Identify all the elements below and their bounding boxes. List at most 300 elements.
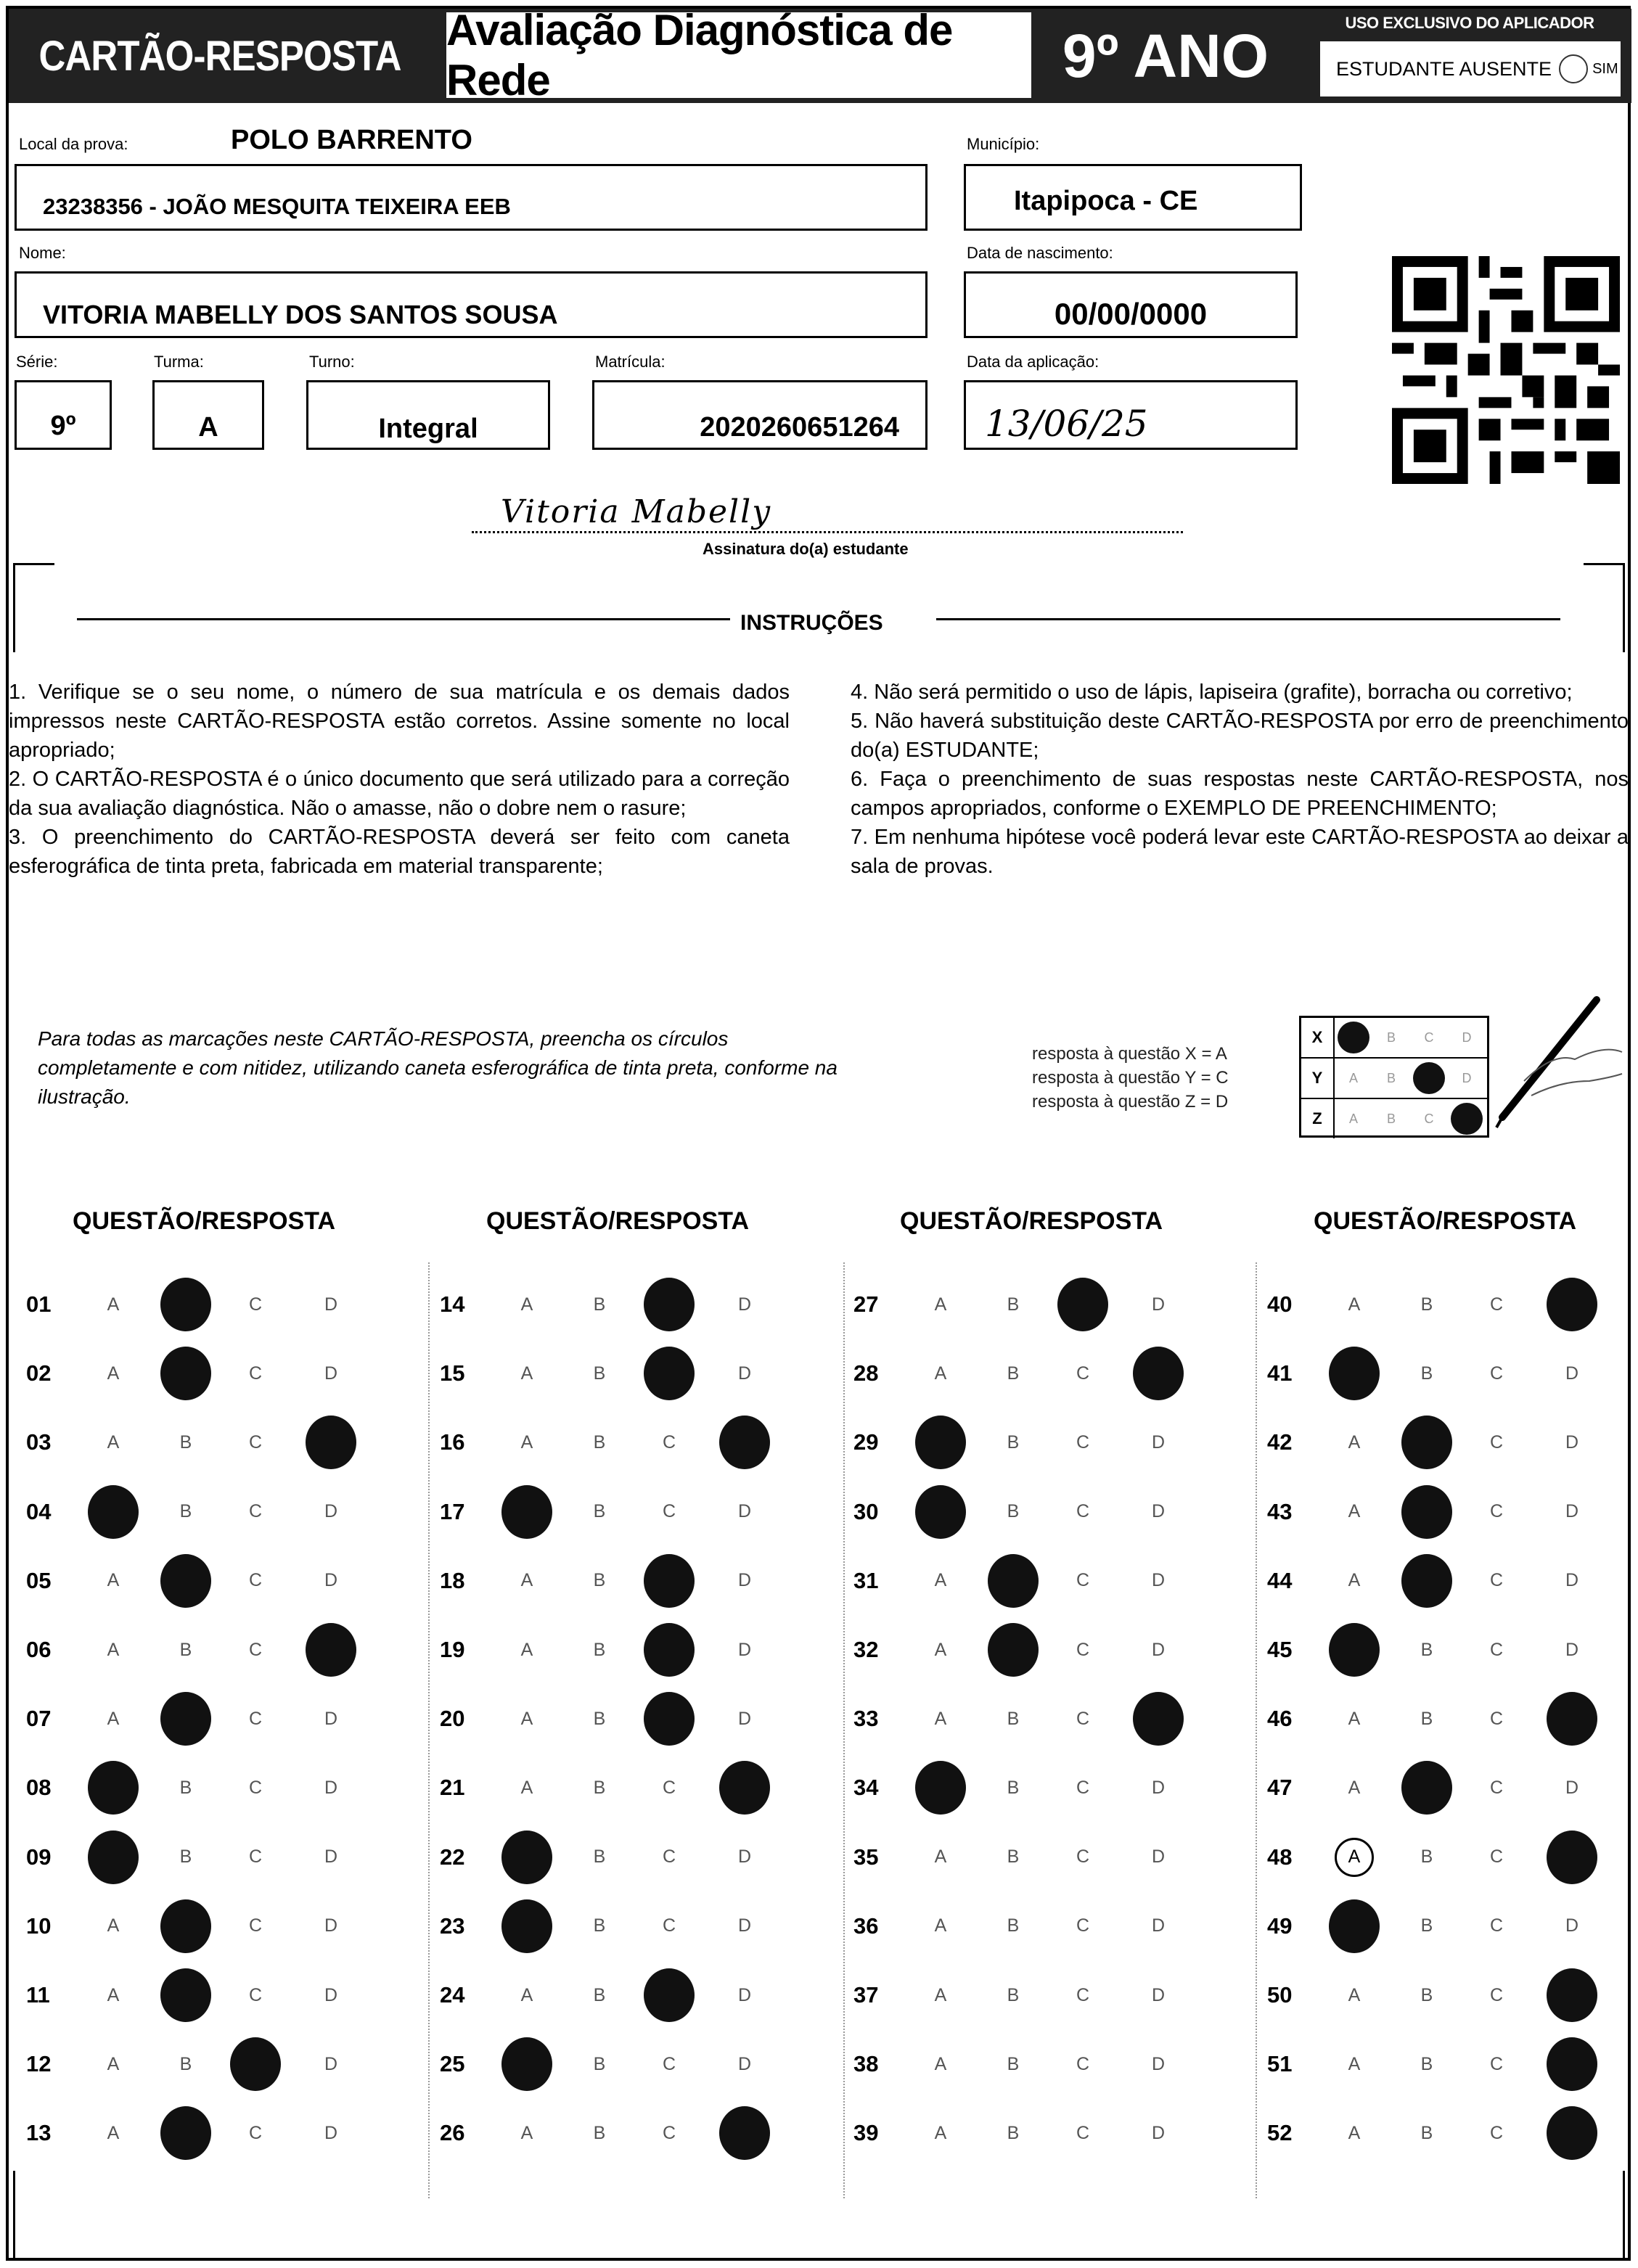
nome-label: Nome:	[19, 244, 66, 262]
question-number: 48	[1267, 1844, 1293, 1870]
answer-bubble[interactable]: A	[934, 1984, 947, 2005]
answer-bubble[interactable]: D	[324, 2053, 338, 2074]
answer-bubble[interactable]: A	[1348, 1431, 1361, 1453]
answer-bubble[interactable]: C	[248, 1846, 263, 1868]
answer-bubble[interactable]: C	[1489, 1363, 1504, 1384]
answer-bubble[interactable]: A	[520, 1294, 533, 1315]
answer-bubble-filled[interactable]	[88, 1831, 139, 1884]
answer-bubble-filled[interactable]	[644, 1692, 695, 1746]
answer-bubble-filled[interactable]	[1329, 1899, 1380, 1953]
answer-bubble[interactable]: C	[662, 1915, 676, 1936]
answer-bubble-filled[interactable]	[1057, 1278, 1108, 1331]
answer-bubble[interactable]: D	[324, 1915, 338, 1936]
answer-bubble[interactable]: C	[1076, 1984, 1090, 2005]
answer-bubble[interactable]: A	[934, 2122, 947, 2143]
question-number: 40	[1267, 1291, 1293, 1317]
instruction-2: 2. O CARTÃO-RESPOSTA é o único documento que será utilizado para a correção da sua avaliação diagnóstica. Não o amasse, não o dobre nem o rasure;	[9, 768, 790, 820]
answer-bubble-filled[interactable]	[644, 1347, 695, 1400]
aplicacao-label: Data da aplicação:	[967, 353, 1099, 371]
answer-bubble-filled[interactable]	[644, 1554, 695, 1608]
question-number: 19	[440, 1637, 465, 1662]
absent-checkbox[interactable]	[1559, 54, 1588, 83]
answer-bubble-filled[interactable]	[306, 1416, 356, 1469]
question-number: 05	[26, 1567, 52, 1593]
answer-bubble[interactable]: D	[1151, 1294, 1166, 1315]
answer-bubble[interactable]: B	[1420, 1639, 1433, 1660]
question-number: 07	[26, 1706, 52, 1732]
example-bubble: B	[1386, 1070, 1396, 1085]
question-number: 10	[26, 1912, 52, 1939]
answer-bubble-filled[interactable]	[1329, 1347, 1380, 1400]
legend-y: resposta à questão Y = C	[1032, 1068, 1229, 1088]
answer-bubble[interactable]: B	[179, 1846, 192, 1868]
answer-bubble[interactable]: A	[520, 1777, 533, 1798]
answer-bubble[interactable]: C	[248, 1570, 263, 1591]
answer-bubble[interactable]: B	[593, 1777, 606, 1798]
exam-name: Avaliação Diagnóstica de Rede	[444, 10, 1033, 100]
answer-bubble-filled[interactable]	[501, 2037, 552, 2091]
instruction-4: 4. Não será permitido o uso de lápis, lapiseira (grafite), borracha ou corretivo;	[851, 681, 1573, 704]
answer-bubble[interactable]: A	[934, 2053, 947, 2074]
answer-bubble[interactable]: C	[248, 2122, 263, 2143]
answer-bubble[interactable]: D	[1151, 2122, 1166, 2143]
answer-bubble-filled[interactable]	[501, 1831, 552, 1884]
question-number: 34	[853, 1775, 879, 1801]
answer-bubble[interactable]: D	[324, 1708, 338, 1729]
column-header: QUESTÃO/RESPOSTA	[73, 1207, 336, 1235]
example-bubble: A	[1348, 1111, 1358, 1126]
answer-bubble[interactable]: D	[1151, 2053, 1166, 2074]
answer-bubble[interactable]: D	[737, 1846, 752, 1868]
answer-bubble[interactable]: B	[593, 1708, 606, 1729]
answer-bubble-filled[interactable]	[160, 2106, 211, 2160]
answer-bubble-filled[interactable]	[501, 1485, 552, 1539]
corner-top-left	[13, 563, 54, 652]
answer-bubble[interactable]: C	[1489, 2053, 1504, 2074]
answer-bubble-filled[interactable]	[1547, 1692, 1597, 1746]
example-filled-mark	[1338, 1022, 1369, 1053]
answer-bubble[interactable]: D	[1565, 1639, 1579, 1660]
answer-bubble[interactable]: C	[1076, 2053, 1090, 2074]
answer-bubble-filled[interactable]	[1547, 2037, 1597, 2091]
answer-bubble[interactable]: B	[593, 1431, 606, 1453]
turno-value: Integral	[378, 414, 478, 444]
answer-bubble[interactable]: A	[520, 2122, 533, 2143]
question-number: 38	[853, 2051, 879, 2077]
answer-bubble[interactable]: A	[520, 1431, 533, 1453]
question-number: 28	[853, 1360, 879, 1386]
answer-bubble[interactable]: A	[934, 1363, 947, 1384]
legend-z: resposta à questão Z = D	[1032, 1092, 1229, 1112]
answer-bubble[interactable]: A	[520, 1639, 533, 1660]
answer-bubble[interactable]: D	[1565, 1777, 1579, 1798]
answer-bubble[interactable]: C	[1076, 1777, 1090, 1798]
answer-bubble[interactable]: D	[737, 1915, 752, 1936]
column-divider-1	[428, 1262, 430, 2198]
corner-bottom-left	[13, 2171, 54, 2260]
answer-bubble[interactable]: C	[1076, 1363, 1090, 1384]
question-number: 13	[26, 2120, 52, 2146]
answer-bubble-filled[interactable]	[1329, 1623, 1380, 1677]
answer-bubble[interactable]: A	[520, 1708, 533, 1729]
answer-bubble[interactable]: C	[1076, 2122, 1090, 2143]
question-number: 44	[1267, 1567, 1293, 1593]
answer-bubble[interactable]: A	[107, 1431, 120, 1453]
answer-bubble[interactable]: A	[934, 1846, 947, 1868]
answer-bubble[interactable]: B	[179, 1501, 192, 1522]
column-header: QUESTÃO/RESPOSTA	[486, 1207, 750, 1235]
answer-bubble[interactable]: C	[248, 1915, 263, 1936]
answer-bubble[interactable]: A	[1348, 1501, 1361, 1522]
answer-bubble[interactable]: C	[1076, 1570, 1090, 1591]
answer-bubble[interactable]: B	[1420, 1363, 1433, 1384]
answer-bubble[interactable]: A	[107, 1984, 120, 2005]
answer-bubble[interactable]: D	[1151, 1639, 1166, 1660]
local-value: POLO BARRENTO	[231, 125, 472, 155]
instructions-right	[851, 678, 1629, 881]
answer-bubble-filled[interactable]	[230, 2037, 281, 2091]
answer-bubble[interactable]: D	[1151, 1570, 1166, 1591]
question-number: 35	[853, 1844, 879, 1870]
answer-bubble-filled[interactable]	[160, 1347, 211, 1400]
answer-bubble[interactable]: A	[934, 1294, 947, 1315]
answer-bubble[interactable]: D	[324, 1846, 338, 1868]
school-value: 23238356 - JOÃO MESQUITA TEIXEIRA EEB	[43, 194, 511, 219]
answer-bubble-filled[interactable]	[644, 1968, 695, 2022]
answer-bubble[interactable]: B	[1007, 1431, 1020, 1453]
answer-bubble[interactable]: D	[1151, 1984, 1166, 2005]
absent-box	[1318, 39, 1623, 99]
instructions-title: INSTRUÇÕES	[740, 611, 883, 635]
question-number: 51	[1267, 2051, 1293, 2077]
question-number: 42	[1267, 1429, 1293, 1455]
answer-bubble[interactable]: D	[1151, 1915, 1166, 1936]
answer-bubble[interactable]: A	[107, 1708, 120, 1729]
answer-bubble[interactable]: C	[248, 1501, 263, 1522]
question-number: 20	[440, 1706, 465, 1732]
answer-bubble[interactable]: B	[593, 1501, 606, 1522]
answer-bubble[interactable]: D	[737, 1570, 752, 1591]
answer-bubble[interactable]: C	[1489, 1431, 1504, 1453]
answer-bubble[interactable]: D	[324, 2122, 338, 2143]
answer-bubble[interactable]: A	[107, 1570, 120, 1591]
question-number: 36	[853, 1912, 879, 1939]
answer-bubble[interactable]: B	[593, 1915, 606, 1936]
answer-bubble-filled[interactable]	[915, 1761, 966, 1815]
answer-bubble-filled[interactable]	[988, 1554, 1039, 1608]
answer-bubble[interactable]: A	[934, 1570, 947, 1591]
answer-bubble[interactable]: B	[593, 2122, 606, 2143]
answer-bubble[interactable]: C	[248, 1294, 263, 1315]
absent-yes-label: SIM	[1592, 60, 1618, 77]
question-number: 47	[1267, 1775, 1293, 1801]
question-number: 50	[1267, 1982, 1293, 2008]
signature: Vitoria Mabelly	[501, 493, 772, 530]
example-bubble	[1335, 1018, 1372, 1057]
answer-bubble[interactable]: C	[1489, 1294, 1504, 1315]
answer-bubble[interactable]: A	[1348, 2053, 1361, 2074]
answer-bubble-filled[interactable]	[719, 1416, 770, 1469]
answer-bubble[interactable]: A	[107, 1915, 120, 1936]
answer-bubble[interactable]: C	[1489, 1984, 1504, 2005]
answer-bubble[interactable]: D	[737, 1708, 752, 1729]
nome-value: VITORIA MABELLY DOS SANTOS SOUSA	[43, 300, 558, 329]
answer-bubble[interactable]: B	[593, 1294, 606, 1315]
question-number: 46	[1267, 1706, 1293, 1732]
answer-bubble-filled[interactable]	[160, 1692, 211, 1746]
answer-bubble[interactable]: A	[1348, 2122, 1361, 2143]
answer-bubble[interactable]: B	[1420, 1915, 1433, 1936]
applicator-only-label: USO EXCLUSIVO DO APLICADOR	[1345, 14, 1594, 32]
answer-bubble[interactable]: D	[737, 1501, 752, 1522]
example-row-label: Y	[1301, 1059, 1335, 1098]
answer-bubble[interactable]: D	[324, 1777, 338, 1798]
illustration-text: Para todas as marcações neste CARTÃO-RESPOSTA, preencha os círculos completamente e com nitidez, utilizando caneta esferográfica de tinta preta, conforme na ilustração.	[38, 1027, 838, 1108]
answer-bubble[interactable]: C	[662, 1777, 676, 1798]
answer-bubble[interactable]: D	[324, 1363, 338, 1384]
question-number: 14	[440, 1291, 465, 1317]
column-divider-3	[1256, 1262, 1257, 2198]
answer-bubble[interactable]: C	[1489, 1570, 1504, 1591]
answer-bubble[interactable]: A	[1348, 1708, 1361, 1729]
answer-bubble[interactable]: C	[1489, 1777, 1504, 1798]
question-number: 16	[440, 1429, 465, 1455]
answer-bubble-filled[interactable]	[915, 1485, 966, 1539]
answer-bubble-filled[interactable]	[160, 1899, 211, 1953]
answer-bubble[interactable]: C	[1489, 1846, 1504, 1868]
question-number: 12	[26, 2051, 52, 2077]
absent-label: ESTUDANTE AUSENTE	[1336, 57, 1552, 80]
answer-bubble[interactable]: B	[179, 1777, 192, 1798]
answer-bubble-filled[interactable]	[306, 1623, 356, 1677]
answer-bubble[interactable]: C	[1489, 1639, 1504, 1660]
answer-bubble[interactable]: A	[1348, 1984, 1361, 2005]
column-header: QUESTÃO/RESPOSTA	[900, 1207, 1163, 1235]
answer-bubble[interactable]: A	[107, 2053, 120, 2074]
question-number: 41	[1267, 1360, 1293, 1386]
answer-bubble[interactable]: B	[593, 1639, 606, 1660]
answer-bubble[interactable]: A	[107, 1294, 120, 1315]
answer-bubble[interactable]: C	[248, 1431, 263, 1453]
question-number: 30	[853, 1498, 879, 1524]
question-number: 01	[26, 1291, 52, 1317]
answer-bubble[interactable]: C	[662, 2122, 676, 2143]
answer-bubble[interactable]: D	[1151, 1431, 1166, 1453]
answer-bubble-filled[interactable]	[719, 2106, 770, 2160]
answer-bubble[interactable]: B	[1007, 2122, 1020, 2143]
answer-bubble[interactable]: B	[1007, 1846, 1020, 1868]
question-number: 32	[853, 1637, 879, 1662]
serie-field	[15, 380, 112, 450]
answer-bubble-filled[interactable]	[644, 1278, 695, 1331]
example-bubble: C	[1424, 1111, 1434, 1126]
question-number: 15	[440, 1360, 465, 1386]
answer-bubble[interactable]: D	[1151, 1777, 1166, 1798]
answer-bubble-filled[interactable]	[1133, 1347, 1184, 1400]
answer-bubble[interactable]: C	[248, 1363, 263, 1384]
answer-bubble[interactable]: C	[1076, 1708, 1090, 1729]
answer-bubble-filled[interactable]	[1401, 1554, 1452, 1608]
answer-bubble[interactable]: A	[1335, 1838, 1374, 1877]
answer-bubble[interactable]: D	[324, 1501, 338, 1522]
answer-bubble[interactable]: A	[1348, 1777, 1361, 1798]
answer-bubble[interactable]: D	[737, 2053, 752, 2074]
answer-bubble[interactable]: D	[324, 1570, 338, 1591]
answer-bubble[interactable]: D	[737, 1363, 752, 1384]
answer-bubble[interactable]: A	[934, 1708, 947, 1729]
answer-bubble[interactable]: A	[934, 1639, 947, 1660]
answer-bubble[interactable]: C	[662, 1846, 676, 1868]
answer-bubble[interactable]: B	[1007, 1363, 1020, 1384]
answer-bubble-filled[interactable]	[1133, 1692, 1184, 1746]
nome-field	[15, 271, 927, 338]
answer-bubble[interactable]: B	[1007, 1708, 1020, 1729]
answer-bubble[interactable]: A	[107, 1639, 120, 1660]
answer-bubble[interactable]: D	[1565, 1363, 1579, 1384]
answer-bubble[interactable]: A	[520, 1363, 533, 1384]
answer-bubble[interactable]: C	[1489, 2122, 1504, 2143]
turma-label: Turma:	[154, 353, 204, 371]
answer-bubble[interactable]: A	[107, 2122, 120, 2143]
answer-bubble[interactable]: B	[593, 1984, 606, 2005]
answer-bubble[interactable]: B	[593, 1363, 606, 1384]
question-number: 04	[26, 1498, 52, 1524]
instruction-5: 5. Não haverá substituição deste CARTÃO-RESPOSTA por erro de preenchimento do(a) ESTUDANTE;	[851, 710, 1629, 762]
answer-bubble[interactable]: D	[737, 1639, 752, 1660]
question-number: 17	[440, 1498, 465, 1524]
answer-bubble[interactable]: A	[934, 1915, 947, 1936]
answer-bubble[interactable]: D	[324, 1294, 338, 1315]
answer-bubble[interactable]: C	[248, 1708, 263, 1729]
answer-bubble[interactable]: A	[520, 1570, 533, 1591]
answer-bubble[interactable]: B	[1420, 2053, 1433, 2074]
example-bubble: D	[1462, 1070, 1472, 1085]
question-number: 33	[853, 1706, 879, 1732]
example-bubble: B	[1386, 1030, 1396, 1045]
answer-bubble-filled[interactable]	[1547, 1278, 1597, 1331]
answer-bubble[interactable]: B	[1007, 1984, 1020, 2005]
answer-bubble[interactable]: D	[1151, 1501, 1166, 1522]
answer-bubble[interactable]: C	[1076, 1915, 1090, 1936]
answer-bubble[interactable]: A	[107, 1363, 120, 1384]
answer-bubble[interactable]: D	[324, 1984, 338, 2005]
answer-bubble[interactable]: D	[1565, 1570, 1579, 1591]
instruction-3: 3. O preenchimento do CARTÃO-RESPOSTA deverá ser feito com caneta esferográfica de tinta preta, fabricada em material transparente;	[9, 826, 790, 878]
answer-bubble[interactable]: B	[1420, 1846, 1433, 1868]
instruction-1: 1. Verifique se o seu nome, o número de sua matrícula e os demais dados impressos neste CARTÃO-RESPOSTA estão corretos. Assine somente no local apropriado;	[9, 681, 790, 762]
answer-bubble[interactable]: B	[1420, 2122, 1433, 2143]
answer-bubble-filled[interactable]	[160, 1278, 211, 1331]
answer-bubble-filled[interactable]	[1401, 1761, 1452, 1815]
answer-bubble[interactable]: B	[1420, 1984, 1433, 2005]
instructions-rule-left	[77, 618, 730, 620]
question-number: 24	[440, 1982, 465, 2008]
answer-bubble[interactable]: B	[1420, 1708, 1433, 1729]
answer-bubble[interactable]: D	[737, 1294, 752, 1315]
question-number: 49	[1267, 1912, 1293, 1939]
answer-bubble[interactable]: C	[1489, 1708, 1504, 1729]
answer-bubble[interactable]: C	[662, 1431, 676, 1453]
answer-bubble-filled[interactable]	[1401, 1485, 1452, 1539]
local-label: Local da prova:	[19, 135, 128, 153]
answer-bubble-filled[interactable]	[915, 1416, 966, 1469]
example-row-label: Z	[1301, 1099, 1335, 1138]
answer-bubble[interactable]: B	[593, 1846, 606, 1868]
instructions-rule-right	[936, 618, 1560, 620]
answer-bubble[interactable]: C	[1076, 1846, 1090, 1868]
example-bubble: C	[1424, 1030, 1434, 1045]
answer-bubble[interactable]: B	[1007, 1915, 1020, 1936]
qr-code	[1392, 255, 1620, 485]
answer-bubble[interactable]: B	[1007, 1777, 1020, 1798]
answer-bubble[interactable]: C	[662, 1501, 676, 1522]
answer-bubble-filled[interactable]	[1401, 1416, 1452, 1469]
question-number: 45	[1267, 1637, 1293, 1662]
answer-bubble[interactable]: D	[1565, 1501, 1579, 1522]
answer-bubble[interactable]: A	[1348, 1570, 1361, 1591]
answer-bubble[interactable]: B	[1007, 1501, 1020, 1522]
answer-bubble[interactable]: B	[179, 2053, 192, 2074]
example-filled-mark	[1413, 1062, 1445, 1094]
card-title: CARTÃO-RESPOSTA	[38, 32, 401, 80]
answer-bubble[interactable]: B	[179, 1431, 192, 1453]
answer-bubble-filled[interactable]	[160, 1968, 211, 2022]
answer-bubble[interactable]: B	[1007, 1294, 1020, 1315]
answer-bubble[interactable]: A	[1348, 1294, 1361, 1315]
answer-bubble[interactable]: C	[248, 1639, 263, 1660]
turno-label: Turno:	[309, 353, 355, 371]
answer-bubble[interactable]: B	[179, 1639, 192, 1660]
question-number: 08	[26, 1775, 52, 1801]
answer-bubble-filled[interactable]	[160, 1554, 211, 1608]
question-number: 26	[440, 2120, 465, 2146]
answer-bubble[interactable]: C	[1489, 1501, 1504, 1522]
answer-bubble[interactable]: D	[737, 1984, 752, 2005]
answer-bubble-filled[interactable]	[88, 1485, 139, 1539]
answer-bubble[interactable]: C	[662, 2053, 676, 2074]
answer-bubble[interactable]: C	[248, 1984, 263, 2005]
answer-bubble[interactable]: B	[1420, 1294, 1433, 1315]
question-number: 02	[26, 1360, 52, 1386]
answer-bubble-filled[interactable]	[88, 1761, 139, 1815]
answer-bubble-filled[interactable]	[719, 1761, 770, 1815]
answer-bubble-filled[interactable]	[1547, 2106, 1597, 2160]
answer-bubble[interactable]: D	[1565, 1915, 1579, 1936]
answer-bubble[interactable]: C	[1076, 1501, 1090, 1522]
answer-bubble-filled[interactable]	[1547, 1968, 1597, 2022]
answer-bubble[interactable]: B	[593, 2053, 606, 2074]
answer-bubble-filled[interactable]	[644, 1623, 695, 1677]
answer-bubble[interactable]: C	[248, 1777, 263, 1798]
answer-bubble[interactable]: C	[1076, 1431, 1090, 1453]
answer-bubble-filled[interactable]	[1547, 1831, 1597, 1884]
question-number: 03	[26, 1429, 52, 1455]
answer-bubble[interactable]: C	[1076, 1639, 1090, 1660]
answer-bubble[interactable]: D	[1151, 1846, 1166, 1868]
municipio-label: Município:	[967, 135, 1040, 153]
question-number: 37	[853, 1982, 879, 2008]
instruction-6: 6. Faça o preenchimento de suas respostas neste CARTÃO-RESPOSTA, nos campos apropriados, conforme o EXEMPLO DE PREENCHIMENTO;	[851, 768, 1629, 820]
answer-bubble[interactable]: D	[1565, 1431, 1579, 1453]
answer-bubble[interactable]: B	[1007, 2053, 1020, 2074]
example-grid	[1299, 1016, 1489, 1138]
municipio-field	[964, 164, 1302, 231]
answer-bubble[interactable]: C	[1489, 1915, 1504, 1936]
answer-bubble-filled[interactable]	[501, 1899, 552, 1953]
answer-bubble[interactable]: A	[520, 1984, 533, 2005]
answer-bubble[interactable]: B	[593, 1570, 606, 1591]
answer-bubble-filled[interactable]	[988, 1623, 1039, 1677]
